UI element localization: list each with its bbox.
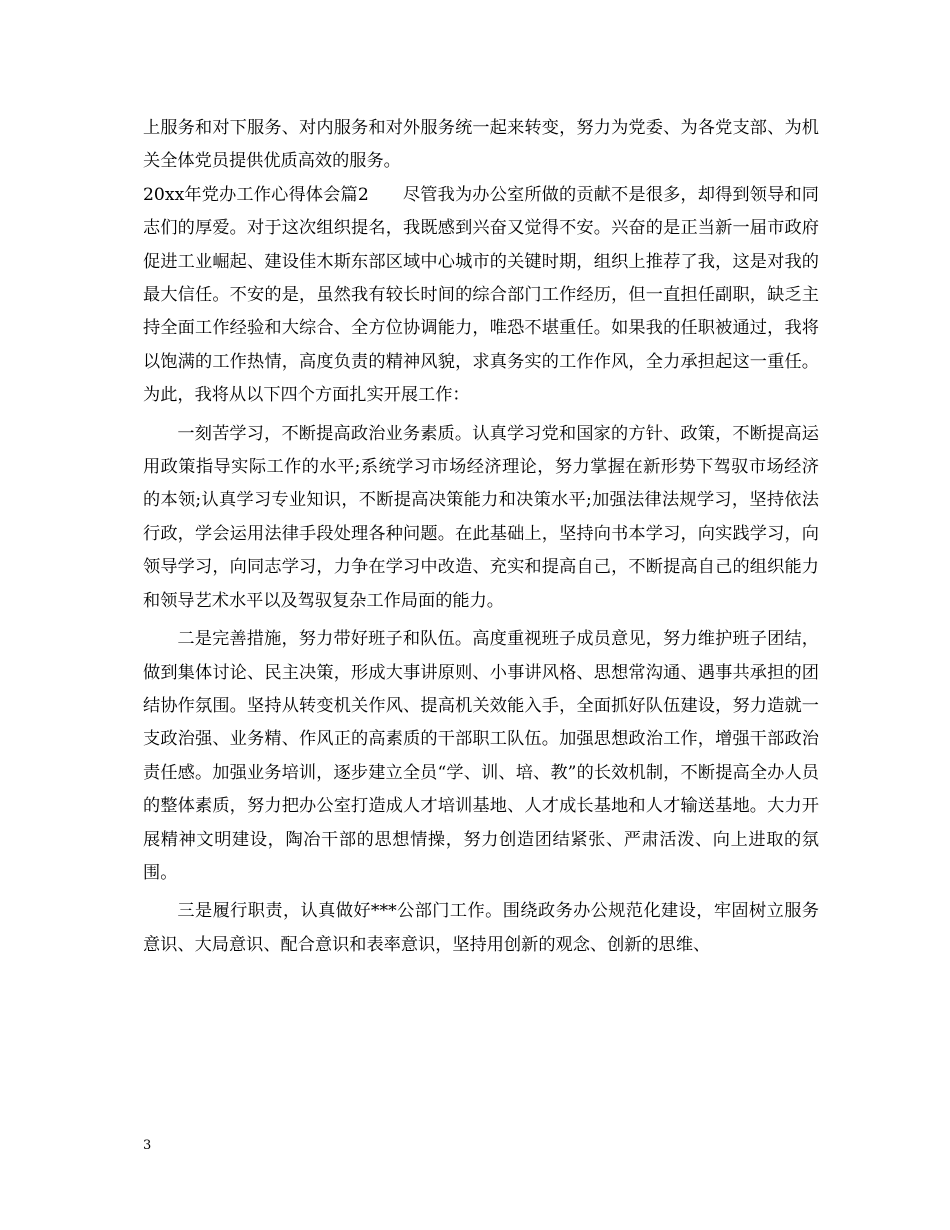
page-number: 3 (143, 1138, 152, 1153)
paragraph-duties: 三是履行职责，认真做好***公部门工作。围绕政务办公规范化建设，牢固树立服务意识、大局意识、配合意识和表率意识，坚持用创新的观念、创新的思维、 (143, 901, 819, 955)
paragraph-team: 二是完善措施，努力带好班子和队伍。高度重视班子成员意见，努力维护班子团结，做到集体讨论、民主决策，形成大事讲原则、小事讲风格、思想常沟通、遇事共承担的团结协作氛围。坚持从转变机关作风、提高机关效能入手，全面抓好队伍建设，努力造就一支政治强、业务精、作风正的高素质的干部职工队伍。加强思想政治工作，增强干部政治责任感。加强业务培训，逐步建立全员“学、训、培、教”的长效机制，不断提高全办人员的整体素质，努力把办公室打造成人才培训基地、人才成长基地和人才输送基地。大力开展精神文明建设，陶冶干部的思想情操，努力创造团结紧张、严肃活泼、向上进取的氛围。 (143, 629, 819, 883)
document-body (143, 112, 819, 962)
section-heading: 20xx年党办工作心得体会篇2 (143, 184, 369, 205)
paragraph-continued: 上服务和对下服务、对内服务和对外服务统一起来转变，努力为党委、为各党支部、为机关全体党员提供优质高效的服务。 (143, 118, 819, 172)
section-intro-text: 尽管我为办公室所做的贡献不是很多，却得到领导和同志们的厚爱。对于这次组织提名，我既感到兴奋又觉得不安。兴奋的是正当新一届市政府促进工业崛起、建设佳木斯东部区域中心城市的关键时期，组织上推荐了我，这是对我的最大信任。不安的是，虽然我有较长时间的综合部门工作经历，但一直担任副职，缺乏主持全面工作经验和大综合、全方位协调能力，唯恐不堪重任。如果我的任职被通过，我将以饱满的工作热情，高度负责的精神风貌，求真务实的工作作风，全力承担起这一重任。为此，我将从以下四个方面扎实开展工作： (143, 184, 819, 406)
paragraph-study: 一刻苦学习，不断提高政治业务素质。认真学习党和国家的方针、政策，不断提高运用政策指导实际工作的水平;系统学习市场经济理论，努力掌握在新形势下驾驭市场经济的本领;认真学习专业知识，不断提高决策能力和决策水平;加强法律法规学习，坚持依法行政，学会运用法律手段处理各种问题。在此基础上，坚持向书本学习，向实践学习，向领导学习，向同志学习，力争在学习中改造、充实和提高自己，不断提高自己的组织能力和领导艺术水平以及驾驭复杂工作局面的能力。 (143, 423, 819, 611)
section-paragraph (143, 179, 819, 413)
